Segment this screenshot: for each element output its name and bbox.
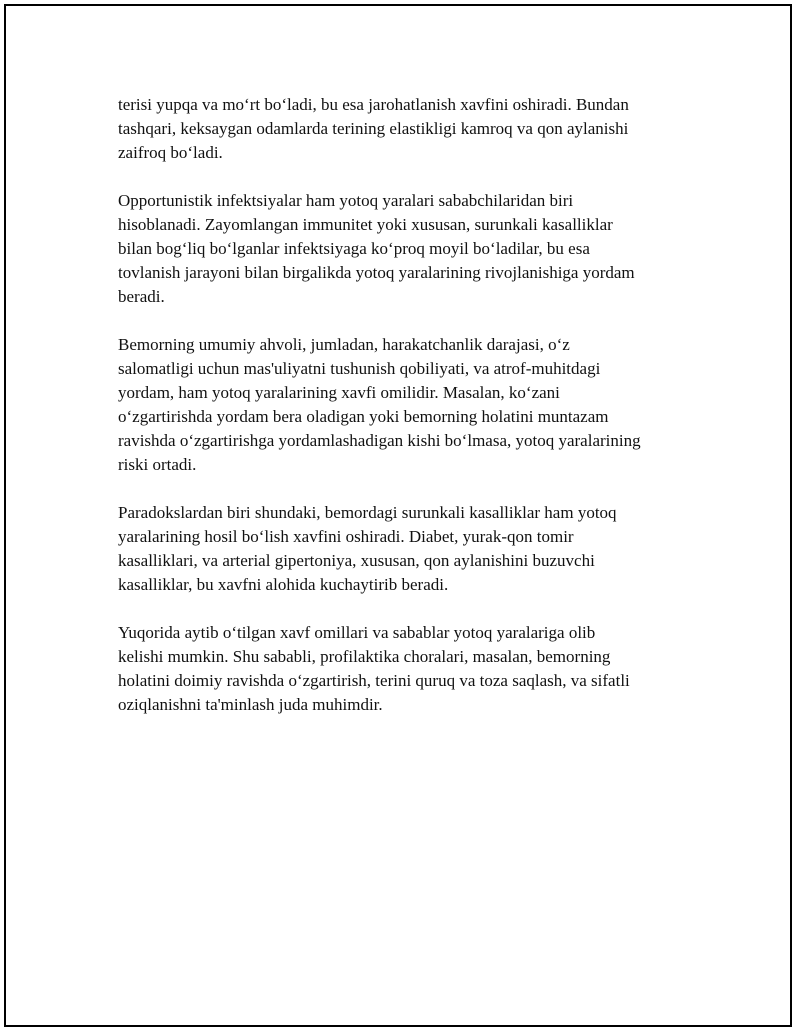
document-body — [118, 93, 698, 741]
paragraph: terisi yupqa va mo‘rt bo‘ladi, bu esa jarohatlanish xavfini oshiradi. Bundan tashqari, keksaygan odamlarda terining elastikligi kamroq va qon aylanishi zaifroq bo‘ladi. — [118, 95, 629, 162]
paragraph: Opportunistik infektsiyalar ham yotoq yaralari sababchilaridan biri hisoblanadi. Zayomlangan immunitet yoki xususan, surunkali kasalliklar bilan bog‘liq bo‘lganlar infektsiyaga ko‘proq moyil bo‘ladilar, bu esa tovlanish jarayoni bilan birgalikda yotoq yaralarining rivojlanishiga yordam beradi. — [118, 191, 635, 306]
paragraph: Bemorning umumiy ahvoli, jumladan, harakatchanlik darajasi, o‘z salomatligi uchun mas'uliyatni tushunish qobiliyati, va atrof-muhitdagi yordam, ham yotoq yaralarining xavfi omilidir. Masalan, ko‘zani o‘zgartirishda yordam bera oladigan yoki bemorning holatini muntazam ravishda o‘zgartirishga yordamlashadigan kishi bo‘lmasa, yotoq yaralarining riski ortadi. — [118, 335, 641, 474]
paragraph: Yuqorida aytib o‘tilgan xavf omillari va sabablar yotoq yaralariga olib kelishi mumkin. Shu sababli, profilaktika choralari, masalan, bemorning holatini doimiy ravishda o‘zgartirish, terini quruq va toza saqlash, va sifatli oziqlanishni ta'minlash juda muhimdir. — [118, 623, 630, 714]
paragraph: Paradokslardan biri shundaki, bemordagi surunkali kasalliklar ham yotoq yaralarining hosil bo‘lish xavfini oshiradi. Diabet, yurak-qon tomir kasalliklari, va arterial gipertoniya, xususan, qon aylanishini buzuvchi kasalliklar, bu xavfni alohida kuchaytirib beradi. — [118, 503, 617, 594]
